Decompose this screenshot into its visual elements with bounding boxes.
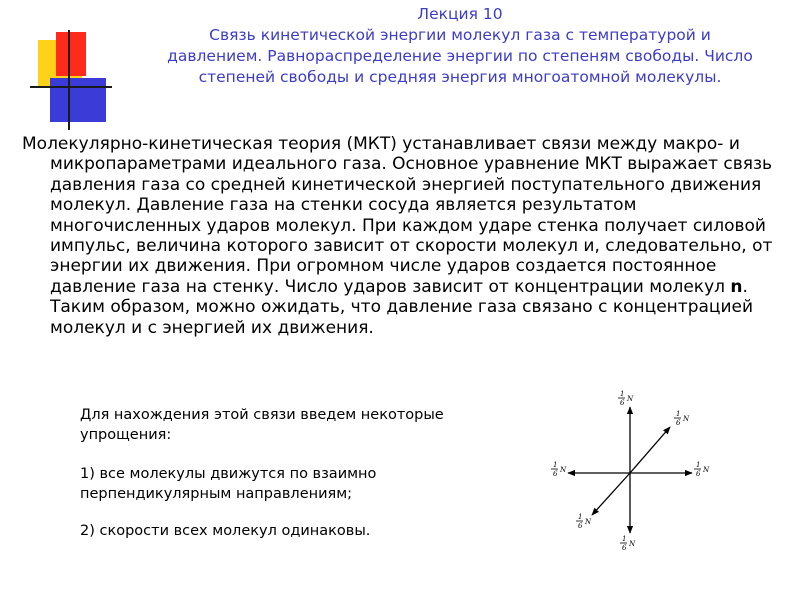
axes-arrows	[568, 407, 692, 533]
label-ur-var: N	[683, 415, 690, 423]
label-top-num: 1	[620, 390, 625, 398]
label-lower-left	[576, 513, 592, 530]
label-right-num: 1	[696, 461, 701, 469]
label-upper-right	[674, 410, 690, 427]
label-ll-den: 6	[578, 522, 583, 530]
label-ur-num: 1	[676, 410, 681, 418]
arrow-lower-left	[592, 473, 630, 515]
title-line-4: степеней свободы и средняя энергия многоатомной молекулы.	[198, 68, 722, 86]
label-right	[694, 461, 710, 478]
label-left-den: 6	[553, 470, 558, 478]
label-left	[551, 461, 567, 478]
label-top-var: N	[627, 395, 634, 403]
slide-title	[130, 4, 790, 88]
title-line-3: давлением. Равнораспределение энергии по степеням свободы. Число	[167, 47, 753, 65]
simplifications-intro: Для нахождения этой связи введем некоторые упрощения:	[80, 407, 444, 443]
decor-vertical-line	[68, 30, 70, 130]
label-left-var: N	[560, 466, 567, 474]
decor-red-square	[56, 32, 86, 76]
label-ll-num: 1	[578, 513, 583, 521]
main-paragraph	[22, 134, 782, 338]
label-right-var: N	[703, 466, 710, 474]
molecule-directions-diagram	[540, 385, 720, 555]
decor-blue-square	[50, 78, 106, 122]
title-line-2: Связь кинетической энергии молекул газа с температурой и	[209, 26, 711, 44]
simplification-item-1: 1) все молекулы движутся по взаимно перпендикулярным направлениям;	[80, 466, 377, 502]
label-ur-den: 6	[676, 419, 681, 427]
label-ll-var: N	[585, 518, 592, 526]
main-text-part-2: . Таким образом, можно ожидать, что давление газа связано с концентрацией молекул и с энергией их движения.	[50, 276, 754, 338]
label-top-den: 6	[620, 399, 625, 407]
label-bottom-var: N	[629, 540, 636, 548]
label-left-num: 1	[553, 461, 558, 469]
title-line-1: Лекция 10	[417, 5, 503, 23]
label-top	[618, 390, 634, 407]
label-bottom	[620, 535, 636, 552]
label-bottom-den: 6	[622, 544, 627, 552]
decor-horizontal-line	[30, 86, 112, 88]
label-right-den: 6	[696, 470, 701, 478]
simplification-item-2: 2) скорости всех молекул одинаковы.	[80, 523, 371, 539]
main-text-part-1: Молекулярно-кинетическая теория (МКТ) устанавливает связи между макро- и микропараметрами идеального газа. Основное уравнение МКТ выражает связь давления газа со средней кинетической энергией поступательного движения молекул. Давление газа на стенки сосуда является результатом многочисленных ударов молекул. При каждом ударе стенка получает силовой импульс, величина которого зависит от скорости молекул и, следовательно, от энергии их движения. При огромном числе ударов создается постоянное давление газа на стенку. Число ударов зависит от концентрации молекул	[22, 134, 773, 297]
concentration-symbol: n	[730, 276, 743, 297]
arrow-upper-right	[630, 427, 670, 473]
label-bottom-num: 1	[622, 535, 627, 543]
